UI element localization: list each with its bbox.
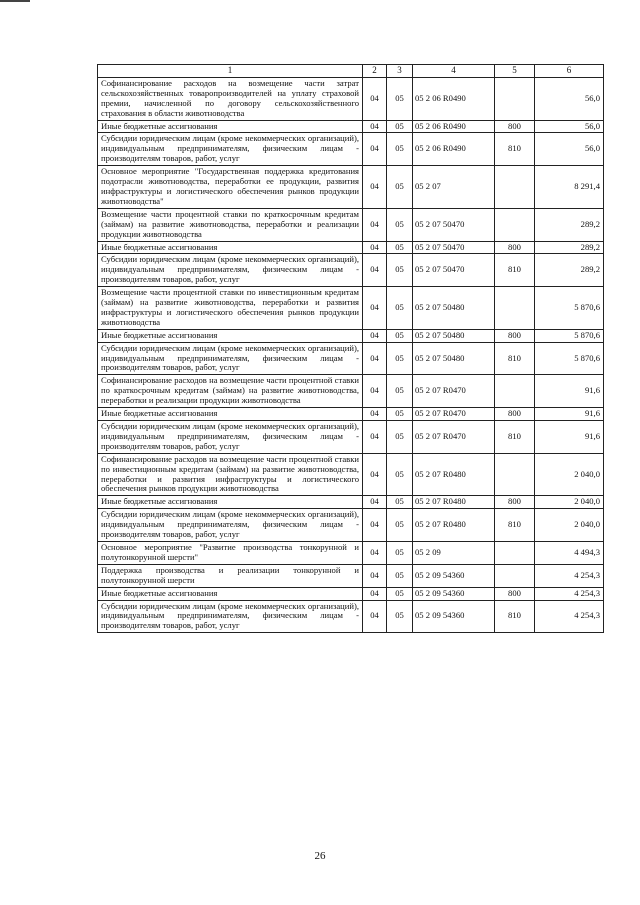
table-row [98, 166, 604, 209]
table-row [98, 254, 604, 287]
expense-type-cell [495, 77, 535, 120]
section-cell: 04 [363, 564, 387, 587]
target-code-cell: 05 2 07 50470 [413, 254, 495, 287]
target-code-cell: 05 2 07 50470 [413, 241, 495, 254]
table-header-row [98, 65, 604, 78]
amount-cell: 4 254,3 [535, 587, 604, 600]
subsection-cell: 05 [387, 329, 413, 342]
expense-type-cell [495, 564, 535, 587]
header-cell: 3 [387, 65, 413, 78]
amount-cell: 5 870,6 [535, 287, 604, 330]
subsection-cell: 05 [387, 587, 413, 600]
subsection-cell: 05 [387, 120, 413, 133]
description-cell: Иные бюджетные ассигнования [98, 241, 363, 254]
expense-type-cell [495, 541, 535, 564]
amount-cell: 91,6 [535, 408, 604, 421]
expense-type-cell: 800 [495, 587, 535, 600]
table-row [98, 587, 604, 600]
table-row [98, 241, 604, 254]
expense-type-cell: 800 [495, 496, 535, 509]
description-cell: Поддержка производства и реализации тонкорунной и полутонкорунной шерсти [98, 564, 363, 587]
description-cell: Субсидии юридическим лицам (кроме некоммерческих организаций), индивидуальным предпринимателям, физическим лицам - производителям товаров, работ, услуг [98, 509, 363, 542]
target-code-cell: 05 2 07 R0470 [413, 375, 495, 408]
header-cell: 6 [535, 65, 604, 78]
header-cell: 1 [98, 65, 363, 78]
description-cell: Иные бюджетные ассигнования [98, 496, 363, 509]
expense-type-cell: 800 [495, 120, 535, 133]
description-cell: Софинансирование расходов на возмещение части процентной ставки по краткосрочным кредитам (займам) на развитие животноводства, переработки и реализации продукции животноводства [98, 375, 363, 408]
amount-cell: 2 040,0 [535, 509, 604, 542]
target-code-cell: 05 2 07 R0480 [413, 496, 495, 509]
subsection-cell: 05 [387, 254, 413, 287]
subsection-cell: 05 [387, 564, 413, 587]
target-code-cell: 05 2 07 R0470 [413, 408, 495, 421]
amount-cell: 8 291,4 [535, 166, 604, 209]
amount-cell: 289,2 [535, 254, 604, 287]
target-code-cell: 05 2 06 R0490 [413, 77, 495, 120]
amount-cell: 5 870,6 [535, 342, 604, 375]
header-cell: 2 [363, 65, 387, 78]
expense-type-cell [495, 453, 535, 496]
target-code-cell: 05 2 07 50480 [413, 329, 495, 342]
target-code-cell: 05 2 06 R0490 [413, 120, 495, 133]
target-code-cell: 05 2 07 R0470 [413, 421, 495, 454]
target-code-cell: 05 2 07 R0480 [413, 509, 495, 542]
table-row [98, 408, 604, 421]
description-cell: Возмещение части процентной ставки по инвестиционным кредитам (займам) на развитие животноводства, переработки и развития инфраструктуры и логистического обеспечения рынков продукции животноводства [98, 287, 363, 330]
expense-type-cell [495, 208, 535, 241]
target-code-cell: 05 2 07 R0480 [413, 453, 495, 496]
header-cell: 4 [413, 65, 495, 78]
amount-cell: 289,2 [535, 208, 604, 241]
expense-type-cell: 810 [495, 342, 535, 375]
section-cell: 04 [363, 329, 387, 342]
subsection-cell: 05 [387, 166, 413, 209]
section-cell: 04 [363, 342, 387, 375]
description-cell: Софинансирование расходов на возмещение части процентной ставки по инвестиционным кредитам (займам) на развитие животноводства, переработки и развития инфраструктуры и логистического обеспечения рынков продукции животноводства [98, 453, 363, 496]
section-cell: 04 [363, 77, 387, 120]
subsection-cell: 05 [387, 421, 413, 454]
description-cell: Субсидии юридическим лицам (кроме некоммерческих организаций), индивидуальным предпринимателям, физическим лицам - производителям товаров, работ, услуг [98, 600, 363, 633]
amount-cell: 91,6 [535, 421, 604, 454]
table-row [98, 133, 604, 166]
description-cell: Основное мероприятие "Государственная поддержка кредитования подотрасли животноводства, переработки ее продукции, развития инфраструктуры и логистического обеспечения рынков продукции животноводства" [98, 166, 363, 209]
target-code-cell: 05 2 09 [413, 541, 495, 564]
target-code-cell: 05 2 09 54360 [413, 564, 495, 587]
expense-type-cell: 810 [495, 254, 535, 287]
amount-cell: 4 254,3 [535, 600, 604, 633]
subsection-cell: 05 [387, 287, 413, 330]
expense-type-cell: 800 [495, 408, 535, 421]
target-code-cell: 05 2 07 50470 [413, 208, 495, 241]
section-cell: 04 [363, 208, 387, 241]
section-cell: 04 [363, 408, 387, 421]
table-row [98, 453, 604, 496]
subsection-cell: 05 [387, 408, 413, 421]
amount-cell: 2 040,0 [535, 496, 604, 509]
section-cell: 04 [363, 166, 387, 209]
section-cell: 04 [363, 453, 387, 496]
subsection-cell: 05 [387, 600, 413, 633]
amount-cell: 4 494,3 [535, 541, 604, 564]
table-row [98, 600, 604, 633]
section-cell: 04 [363, 587, 387, 600]
subsection-cell: 05 [387, 133, 413, 166]
budget-table [97, 64, 604, 633]
expense-type-cell: 800 [495, 241, 535, 254]
section-cell: 04 [363, 375, 387, 408]
subsection-cell: 05 [387, 509, 413, 542]
table-row [98, 120, 604, 133]
amount-cell: 56,0 [535, 77, 604, 120]
table-row [98, 287, 604, 330]
section-cell: 04 [363, 287, 387, 330]
amount-cell: 4 254,3 [535, 564, 604, 587]
section-cell: 04 [363, 241, 387, 254]
table-row [98, 342, 604, 375]
page-number: 26 [314, 850, 326, 862]
description-cell: Иные бюджетные ассигнования [98, 587, 363, 600]
subsection-cell: 05 [387, 496, 413, 509]
amount-cell: 56,0 [535, 133, 604, 166]
expense-type-cell: 810 [495, 509, 535, 542]
description-cell: Субсидии юридическим лицам (кроме некоммерческих организаций), индивидуальным предпринимателям, физическим лицам - производителям товаров, работ, услуг [98, 421, 363, 454]
target-code-cell: 05 2 07 [413, 166, 495, 209]
expense-type-cell [495, 166, 535, 209]
target-code-cell: 05 2 09 54360 [413, 587, 495, 600]
description-cell: Субсидии юридическим лицам (кроме некоммерческих организаций), индивидуальным предпринимателям, физическим лицам - производителям товаров, работ, услуг [98, 254, 363, 287]
section-cell: 04 [363, 133, 387, 166]
section-cell: 04 [363, 254, 387, 287]
scan-corner-mark [0, 0, 30, 2]
table-row [98, 421, 604, 454]
section-cell: 04 [363, 509, 387, 542]
description-cell: Иные бюджетные ассигнования [98, 329, 363, 342]
section-cell: 04 [363, 600, 387, 633]
subsection-cell: 05 [387, 241, 413, 254]
amount-cell: 56,0 [535, 120, 604, 133]
section-cell: 04 [363, 421, 387, 454]
description-cell: Иные бюджетные ассигнования [98, 120, 363, 133]
description-cell: Субсидии юридическим лицам (кроме некоммерческих организаций), индивидуальным предпринимателям, физическим лицам - производителям товаров, работ, услуг [98, 133, 363, 166]
subsection-cell: 05 [387, 208, 413, 241]
expense-type-cell: 810 [495, 133, 535, 166]
expense-type-cell: 810 [495, 421, 535, 454]
table-row [98, 496, 604, 509]
description-cell: Субсидии юридическим лицам (кроме некоммерческих организаций), индивидуальным предпринимателям, физическим лицам - производителям товаров, работ, услуг [98, 342, 363, 375]
section-cell: 04 [363, 541, 387, 564]
table-row [98, 329, 604, 342]
subsection-cell: 05 [387, 541, 413, 564]
description-cell: Софинансирование расходов на возмещение части затрат сельскохозяйственных товаропроизводителей на уплату страховой премии, начисленной по договору сельскохозяйственного страхования в области животноводства [98, 77, 363, 120]
description-cell: Основное мероприятие "Развитие производства тонкорунной и полутонкорунной шерсти" [98, 541, 363, 564]
subsection-cell: 05 [387, 342, 413, 375]
description-cell: Иные бюджетные ассигнования [98, 408, 363, 421]
table-row [98, 77, 604, 120]
expense-type-cell: 810 [495, 600, 535, 633]
target-code-cell: 05 2 07 50480 [413, 342, 495, 375]
subsection-cell: 05 [387, 453, 413, 496]
section-cell: 04 [363, 496, 387, 509]
target-code-cell: 05 2 06 R0490 [413, 133, 495, 166]
amount-cell: 2 040,0 [535, 453, 604, 496]
expense-type-cell [495, 287, 535, 330]
amount-cell: 5 870,6 [535, 329, 604, 342]
header-cell: 5 [495, 65, 535, 78]
amount-cell: 289,2 [535, 241, 604, 254]
table-row [98, 541, 604, 564]
table-row [98, 208, 604, 241]
table-row [98, 375, 604, 408]
expense-type-cell [495, 375, 535, 408]
table-row [98, 564, 604, 587]
target-code-cell: 05 2 07 50480 [413, 287, 495, 330]
table-row [98, 509, 604, 542]
section-cell: 04 [363, 120, 387, 133]
subsection-cell: 05 [387, 77, 413, 120]
amount-cell: 91,6 [535, 375, 604, 408]
expense-type-cell: 800 [495, 329, 535, 342]
target-code-cell: 05 2 09 54360 [413, 600, 495, 633]
description-cell: Возмещение части процентной ставки по краткосрочным кредитам (займам) на развитие животноводства, переработки и реализации продукции животноводства [98, 208, 363, 241]
subsection-cell: 05 [387, 375, 413, 408]
